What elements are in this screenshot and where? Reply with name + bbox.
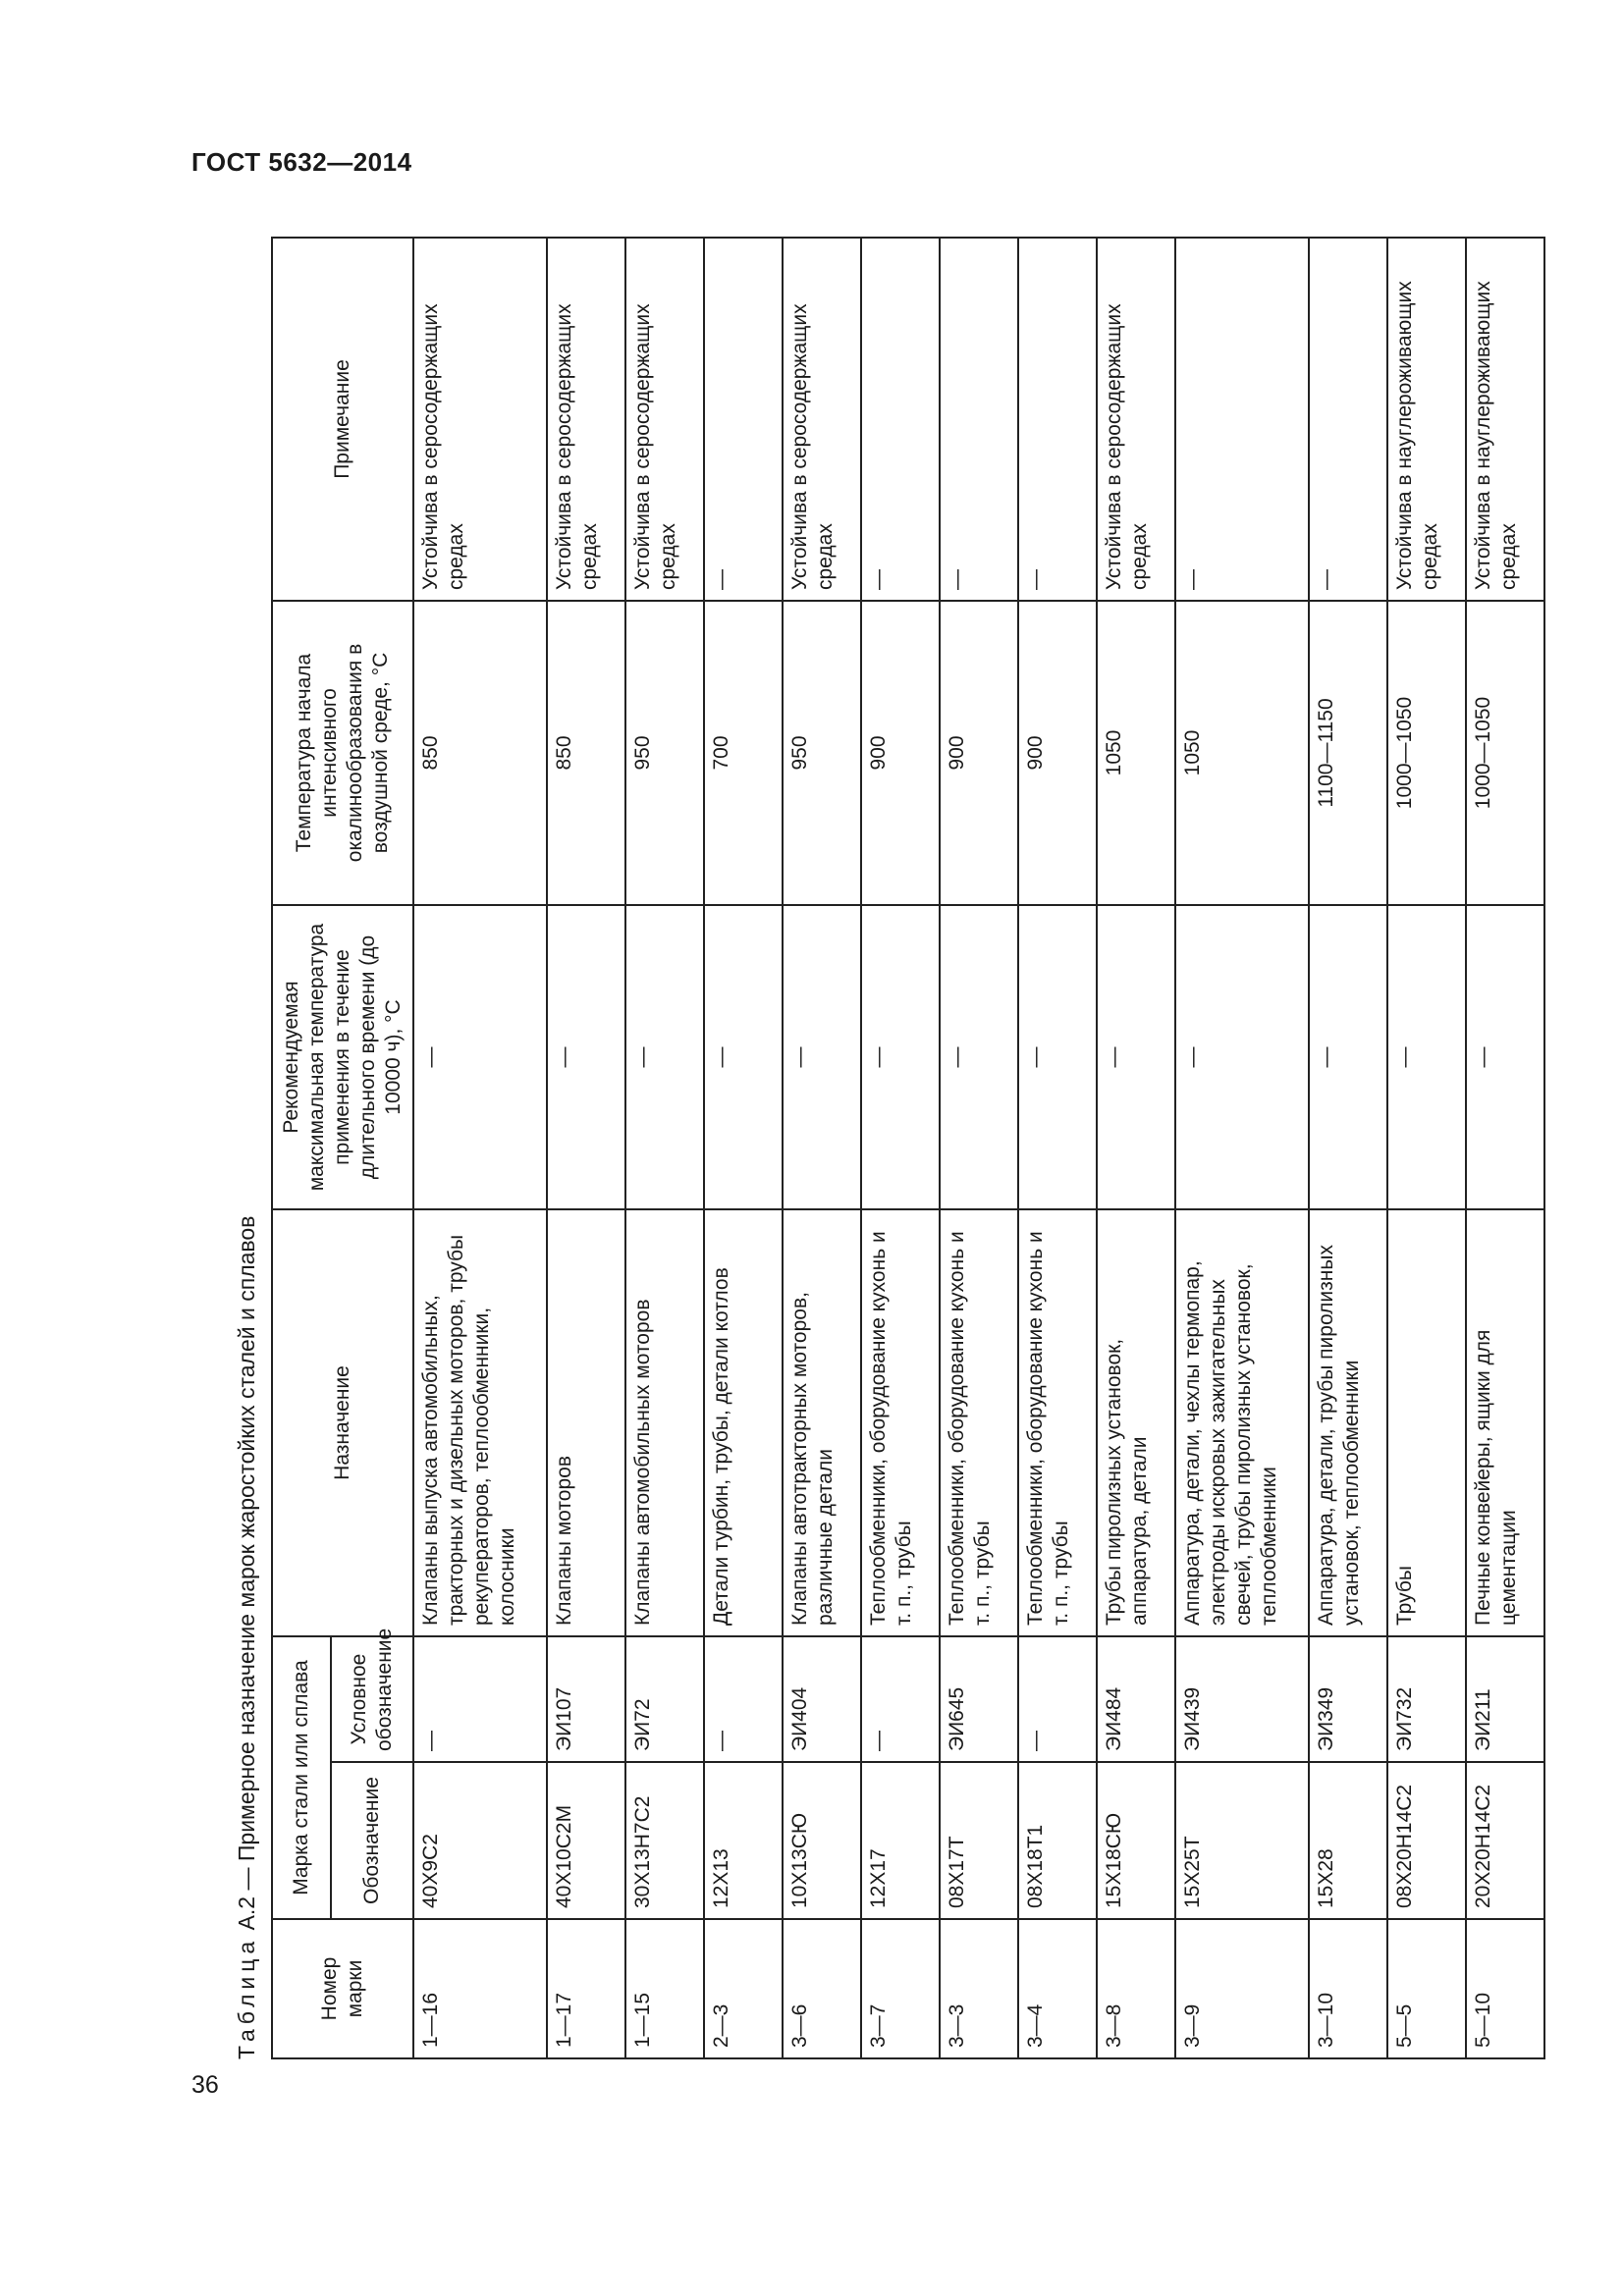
header-purpose: Назначение — [272, 1209, 413, 1636]
table-row — [1018, 238, 1097, 2058]
max-temp-cell: — — [1466, 905, 1544, 1209]
table-row — [1175, 238, 1309, 2058]
header-mark-number: Номер марки — [272, 1919, 413, 2058]
note-cell: Устойчива в серосодержащих средах — [413, 238, 547, 601]
note-cell: — — [861, 238, 940, 601]
header-note: Примечание — [272, 238, 413, 601]
note-cell: — — [940, 238, 1018, 601]
header-scale-temp: Температура начала интенсивного окалинообразования в воздушной среде, °С — [272, 601, 413, 905]
designation-cell: 10Х13СЮ — [783, 1762, 861, 1919]
conventional-cell: ЭИ107 — [547, 1636, 625, 1762]
purpose-cell: Теплообменники, оборудование кухонь и т. п., трубы — [861, 1209, 940, 1636]
purpose-cell: Теплообменники, оборудование кухонь и т. п., трубы — [1018, 1209, 1097, 1636]
designation-cell: 30Х13Н7С2 — [625, 1762, 704, 1919]
scale-temp-cell: 950 — [783, 601, 861, 905]
purpose-cell: Клапаны автомобильных моторов — [625, 1209, 704, 1636]
conventional-cell: ЭИ732 — [1387, 1636, 1466, 1762]
table-row — [413, 238, 547, 2058]
steel-grades-table — [271, 237, 1545, 2059]
mark-number-cell: 5—5 — [1387, 1919, 1466, 2058]
scale-temp-cell: 850 — [413, 601, 547, 905]
purpose-cell: Аппаратура, детали, чехлы термопар, электроды искровых зажигательных свечей, трубы пиролизных установок, теплообменники — [1175, 1209, 1309, 1636]
max-temp-cell: — — [1097, 905, 1175, 1209]
purpose-cell: Детали турбин, трубы, детали котлов — [704, 1209, 783, 1636]
purpose-cell: Печные конвейеры, ящики для цементации — [1466, 1209, 1544, 1636]
designation-cell: 12Х13 — [704, 1762, 783, 1919]
mark-number-cell: 3—4 — [1018, 1919, 1097, 2058]
caption-text: А.2 — Примерное назначение марок жаростойких сталей и сплавов — [234, 1215, 259, 1937]
scale-temp-cell: 900 — [1018, 601, 1097, 905]
max-temp-cell: — — [413, 905, 547, 1209]
mark-number-cell: 3—8 — [1097, 1919, 1175, 2058]
scale-temp-cell: 1050 — [1097, 601, 1175, 905]
note-cell: Устойчива в серосодержащих средах — [547, 238, 625, 601]
note-cell: — — [1018, 238, 1097, 601]
max-temp-cell: — — [783, 905, 861, 1209]
scale-temp-cell: 1000—1050 — [1466, 601, 1544, 905]
scale-temp-cell: 700 — [704, 601, 783, 905]
table-row — [1309, 238, 1387, 2058]
max-temp-cell: — — [940, 905, 1018, 1209]
mark-number-cell: 1—15 — [625, 1919, 704, 2058]
page-number: 36 — [191, 2071, 219, 2099]
note-cell: Устойчива в серосодержащих средах — [625, 238, 704, 601]
conventional-cell: — — [1018, 1636, 1097, 1762]
table-row — [1466, 238, 1544, 2058]
conventional-cell: ЭИ484 — [1097, 1636, 1175, 1762]
mark-number-cell: 3—3 — [940, 1919, 1018, 2058]
table-row — [861, 238, 940, 2058]
note-cell: — — [1175, 238, 1309, 601]
conventional-cell: ЭИ349 — [1309, 1636, 1387, 1762]
note-cell: Устойчива в серосодержащих средах — [783, 238, 861, 601]
designation-cell: 08Х20Н14С2 — [1387, 1762, 1466, 1919]
header-conventional: Условное обозначение — [331, 1636, 413, 1762]
note-cell: Устойчива в науглероживающих средах — [1466, 238, 1544, 601]
conventional-cell: — — [704, 1636, 783, 1762]
purpose-cell: Аппаратура, детали, трубы пиролизных установок, теплообменники — [1309, 1209, 1387, 1636]
table-row — [704, 238, 783, 2058]
mark-number-cell: 3—6 — [783, 1919, 861, 2058]
conventional-cell: — — [861, 1636, 940, 1762]
designation-cell: 15Х28 — [1309, 1762, 1387, 1919]
mark-number-cell: 2—3 — [704, 1919, 783, 2058]
document-header: ГОСТ 5632—2014 — [191, 147, 412, 177]
table-row — [547, 238, 625, 2058]
conventional-cell: ЭИ404 — [783, 1636, 861, 1762]
header-max-temp: Рекомендуемая максимальная температура применения в течение длительного времени (до 10000 ч), °С — [272, 905, 413, 1209]
max-temp-cell: — — [1175, 905, 1309, 1209]
conventional-cell: ЭИ211 — [1466, 1636, 1544, 1762]
purpose-cell: Теплообменники, оборудование кухонь и т. п., трубы — [940, 1209, 1018, 1636]
note-cell: Устойчива в серосодержащих средах — [1097, 238, 1175, 601]
mark-number-cell: 1—17 — [547, 1919, 625, 2058]
conventional-cell: ЭИ72 — [625, 1636, 704, 1762]
table-row — [1097, 238, 1175, 2058]
purpose-cell: Клапаны автотракторных моторов, различные детали — [783, 1209, 861, 1636]
designation-cell: 12Х17 — [861, 1762, 940, 1919]
note-cell: — — [1309, 238, 1387, 601]
designation-cell: 15Х25Т — [1175, 1762, 1309, 1919]
table-body — [413, 238, 1544, 2058]
designation-cell: 08Х17Т — [940, 1762, 1018, 1919]
table-row — [1387, 238, 1466, 2058]
mark-number-cell: 1—16 — [413, 1919, 547, 2058]
mark-number-cell: 3—10 — [1309, 1919, 1387, 2058]
designation-cell: 15Х18СЮ — [1097, 1762, 1175, 1919]
scale-temp-cell: 900 — [861, 601, 940, 905]
table-row — [783, 238, 861, 2058]
max-temp-cell: — — [704, 905, 783, 1209]
scale-temp-cell: 1000—1050 — [1387, 601, 1466, 905]
purpose-cell: Клапаны выпуска автомобильных, тракторных и дизельных моторов, трубы рекуператоров, теплообменники, колосники — [413, 1209, 547, 1636]
max-temp-cell: — — [547, 905, 625, 1209]
designation-cell: 08Х18Т1 — [1018, 1762, 1097, 1919]
max-temp-cell: — — [1387, 905, 1466, 1209]
table-row — [940, 238, 1018, 2058]
mark-number-cell: 3—9 — [1175, 1919, 1309, 2058]
rotated-table-block — [228, 239, 1520, 2059]
table-caption — [228, 1216, 267, 2059]
designation-cell: 20Х20Н14С2 — [1466, 1762, 1544, 1919]
header-steel-mark: Марка стали или сплава — [272, 1636, 331, 1919]
purpose-cell: Трубы — [1387, 1209, 1466, 1636]
scale-temp-cell: 850 — [547, 601, 625, 905]
scale-temp-cell: 950 — [625, 601, 704, 905]
conventional-cell: ЭИ645 — [940, 1636, 1018, 1762]
note-cell: Устойчива в науглероживающих средах — [1387, 238, 1466, 601]
scale-temp-cell: 1100—1150 — [1309, 601, 1387, 905]
max-temp-cell: — — [625, 905, 704, 1209]
designation-cell: 40Х10С2М — [547, 1762, 625, 1919]
note-cell: — — [704, 238, 783, 601]
purpose-cell: Трубы пиролизных установок, аппаратура, детали — [1097, 1209, 1175, 1636]
scale-temp-cell: 900 — [940, 601, 1018, 905]
caption-word: Таблица — [234, 1936, 259, 2059]
conventional-cell: ЭИ439 — [1175, 1636, 1309, 1762]
purpose-cell: Клапаны моторов — [547, 1209, 625, 1636]
conventional-cell: — — [413, 1636, 547, 1762]
mark-number-cell: 3—7 — [861, 1919, 940, 2058]
max-temp-cell: — — [861, 905, 940, 1209]
max-temp-cell: — — [1018, 905, 1097, 1209]
header-designation: Обозначение — [331, 1762, 413, 1919]
table-row — [625, 238, 704, 2058]
designation-cell: 40Х9С2 — [413, 1762, 547, 1919]
max-temp-cell: — — [1309, 905, 1387, 1209]
mark-number-cell: 5—10 — [1466, 1919, 1544, 2058]
scale-temp-cell: 1050 — [1175, 601, 1309, 905]
